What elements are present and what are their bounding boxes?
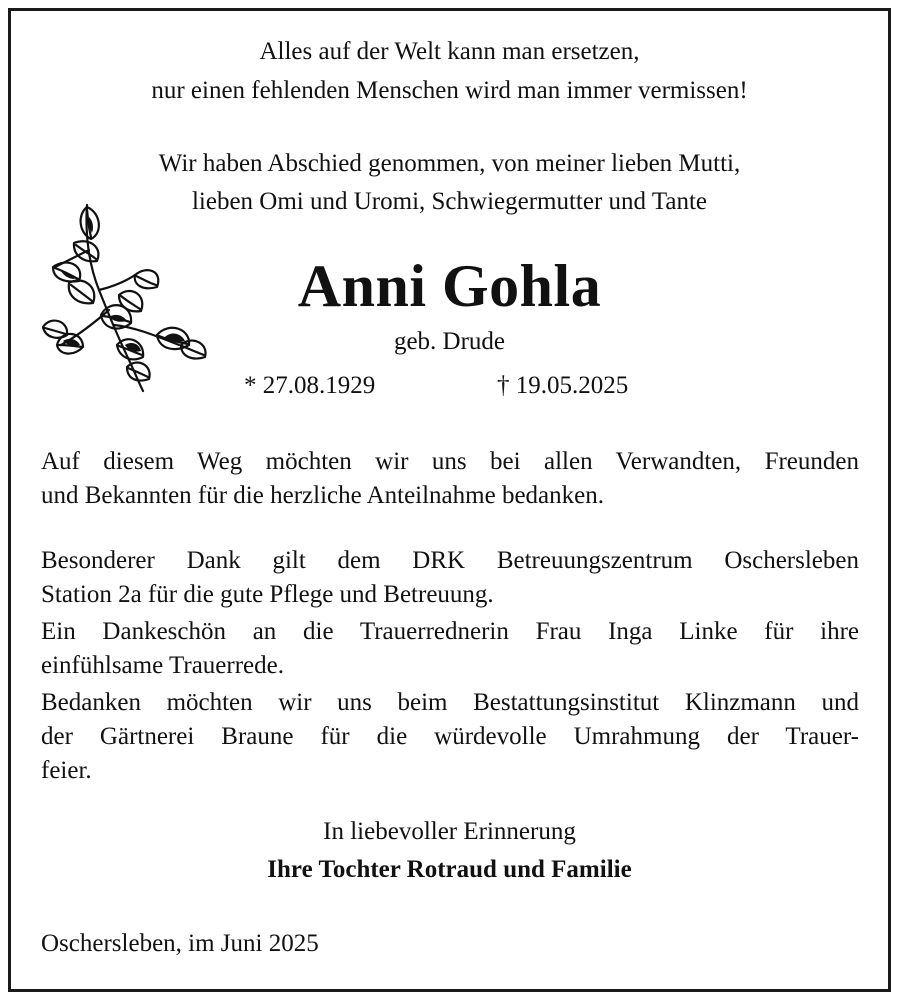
intro-line-1: Wir haben Abschied genommen, von meiner lieben Mutti, — [158, 150, 741, 177]
special-line-2: Station 2a für die gute Pflege und Betreuung. — [41, 581, 494, 608]
intro-line-2: lieben Omi und Uromi, Schwiegermutter und Tante — [191, 188, 708, 215]
special-line-7: feier. — [41, 757, 92, 784]
special-thanks-paragraph — [41, 544, 859, 788]
special-line-4: einfühlsame Trauerrede. — [41, 652, 284, 679]
maiden-name: geb. Drude — [393, 328, 506, 355]
place-date: Oschersleben, im Juni 2025 — [41, 930, 319, 957]
special-line-5: Bedanken möchten wir uns beim Bestattungsinstitut Klinzmann und — [41, 689, 859, 716]
birth-date: * 27.08.1929 — [244, 372, 376, 399]
special-line-1: Besonderer Dank gilt dem DRK Betreuungszentrum Oschersleben — [41, 547, 859, 574]
deceased-name: Anni Gohla — [297, 253, 602, 319]
thanks-paragraph — [41, 445, 859, 513]
quote-line-2: nur einen fehlenden Menschen wird man immer vermissen! — [151, 77, 748, 104]
special-line-3: Ein Dankeschön an die Trauerrednerin Frau Inga Linke für ihre — [41, 618, 859, 645]
quote-line-1: Alles auf der Welt kann man ersetzen, — [259, 38, 640, 65]
signature-line: Ihre Tochter Rotraud und Familie — [267, 856, 632, 883]
death-date: † 19.05.2025 — [497, 372, 629, 399]
thanks-line-1: Auf diesem Weg möchten wir uns bei allen Verwandten, Freunden — [41, 448, 859, 475]
special-line-6: der Gärtnerei Braune für die würdevolle Umrahmung der Trauer- — [41, 723, 859, 750]
remembrance-line: In liebevoller Erinnerung — [323, 818, 576, 845]
thanks-line-2: und Bekannten für die herzliche Anteilnahme bedanken. — [41, 482, 604, 509]
obituary-notice — [8, 8, 891, 992]
